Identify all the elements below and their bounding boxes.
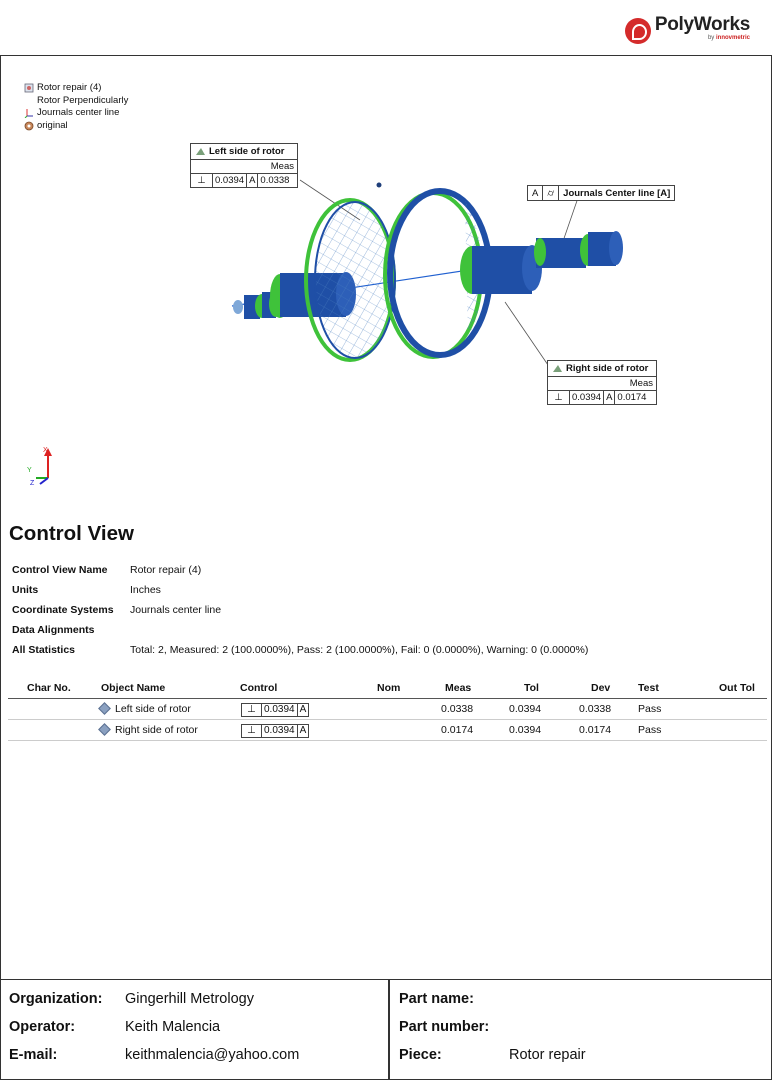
- svg-text:Z: Z: [30, 480, 35, 487]
- tree-item-perpendicularity[interactable]: Rotor Perpendicularly: [37, 94, 129, 106]
- results-table: [8, 678, 767, 741]
- table-header-row: Char No. Object Name Control Nom Meas Tol Dev Test Out Tol: [8, 678, 767, 699]
- table-row[interactable]: Right side of rotor ⊥ 0.0394 A 0.0174 0.0394 0.0174 Pass: [8, 720, 767, 741]
- tree-item-control-view[interactable]: Rotor repair (4): [24, 82, 128, 95]
- feature-icon: [98, 723, 111, 736]
- info-row: Coordinate Systems Journals center line: [12, 604, 222, 616]
- object-tree: [24, 82, 128, 132]
- svg-text:Y: Y: [27, 467, 32, 474]
- info-row: Control View Name Rotor repair (4): [12, 564, 202, 576]
- footer-divider: [388, 980, 390, 1079]
- coordinate-system-icon: [24, 108, 34, 118]
- control-frame: ⊥ 0.0394 A: [241, 724, 309, 738]
- brand-name: PolyWorks: [654, 14, 750, 35]
- footer-piece: Piece: Rotor repair: [399, 1047, 586, 1063]
- brand-tagline: by innovmetric: [707, 35, 750, 41]
- polyworks-logo-icon: [625, 18, 651, 44]
- perpendicularity-icon: [552, 364, 563, 373]
- feature-icon: [98, 702, 111, 715]
- callout-right-side-of-rotor[interactable]: Right side of rotor Meas ⊥ 0.0394 A 0.0174: [547, 360, 657, 405]
- footer-email: E-mail: keithmalencia@yahoo.com: [9, 1047, 300, 1063]
- control-view-info: [12, 560, 588, 660]
- footer-part-number: Part number:: [399, 1019, 490, 1035]
- tree-item-coordinate-system[interactable]: Journals center line: [24, 107, 128, 120]
- polyworks-logo: [625, 14, 750, 44]
- 3d-viewport[interactable]: [0, 130, 772, 510]
- footer-operator: Operator: Keith Malencia: [9, 1019, 221, 1035]
- control-view-icon: [24, 83, 34, 93]
- datum-symbol-icon: ⌭: [543, 186, 559, 200]
- control-frame: ⊥ 0.0394 A: [241, 703, 309, 717]
- report-footer: [0, 979, 772, 1080]
- table-row[interactable]: Left side of rotor ⊥ 0.0394 A 0.0338 0.0394 0.0338 Pass: [8, 699, 767, 720]
- info-row: All Statistics Total: 2, Measured: 2 (100.0000%), Pass: 2 (100.0000%), Fail: 0 (0.0000%), Warning: 0 (0.0000%): [12, 644, 589, 656]
- perpendicularity-icon: [195, 147, 206, 156]
- tree-item-original[interactable]: original: [24, 120, 128, 133]
- callout-left-side-of-rotor[interactable]: Left side of rotor Meas ⊥ 0.0394 A 0.0338: [190, 143, 298, 188]
- info-row: Data Alignments: [12, 624, 95, 636]
- info-row: Units Inches: [12, 584, 161, 596]
- footer-part-name: Part name:: [399, 991, 474, 1007]
- report-header: [0, 0, 772, 56]
- datum-callout[interactable]: A ⌭ Journals Center line [A]: [527, 185, 675, 201]
- section-title: Control View: [9, 522, 134, 545]
- svg-text:X: X: [43, 447, 48, 454]
- axis-triad-icon: [24, 442, 64, 488]
- footer-organization: Organization: Gingerhill Metrology: [9, 991, 254, 1007]
